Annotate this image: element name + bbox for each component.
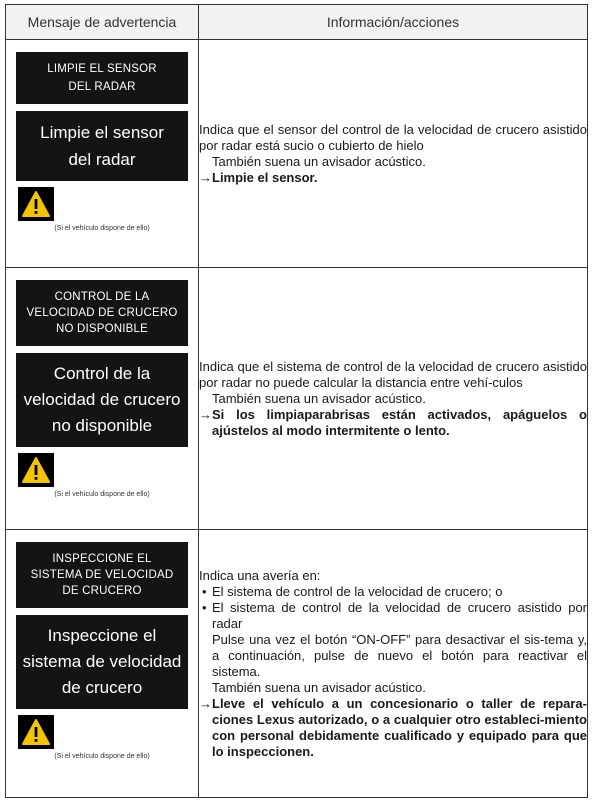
list-item bbox=[199, 584, 587, 600]
arrow-icon: → bbox=[199, 695, 212, 711]
action-text: Si los limpiaparabrisas están activados, apáguelos o ajústelos al modo intermitente o lento. bbox=[212, 406, 587, 438]
table-header-row bbox=[6, 5, 588, 40]
sound-text: También suena un avisador acústico. bbox=[212, 679, 426, 695]
warning-message-table bbox=[5, 4, 588, 798]
arrow-icon: → bbox=[199, 406, 212, 422]
table-row bbox=[6, 268, 588, 530]
action-line bbox=[199, 696, 587, 760]
action-line bbox=[199, 407, 587, 439]
availability-note: (Si el vehículo dispone de ello) bbox=[54, 225, 150, 232]
list-item bbox=[199, 600, 587, 632]
info-text: Indica una avería en: bbox=[199, 567, 321, 583]
display-line: INSPECCIONE EL bbox=[52, 553, 152, 565]
display-small-message bbox=[16, 52, 188, 104]
action-text: Limpie el sensor. bbox=[212, 169, 318, 185]
display-line: SISTEMA DE VELOCIDAD bbox=[30, 569, 174, 581]
info-actions-cell bbox=[199, 530, 588, 798]
action-text: Lleve el vehículo a un concesionario o taller de repara-ciones Lexus autorizado, o a cualquier otro estableci-miento con personal debidamente cualificado y equipado para que lo inspeccionen. bbox=[212, 695, 587, 759]
table-row bbox=[6, 530, 588, 798]
warning-triangle-icon bbox=[18, 715, 54, 749]
display-line: DEL RADAR bbox=[68, 81, 136, 93]
display-line: velocidad de crucero bbox=[23, 390, 181, 409]
warning-triangle-icon bbox=[18, 453, 54, 487]
display-large-message bbox=[16, 615, 188, 709]
bullet-icon: • bbox=[202, 583, 207, 599]
instruction-text: Pulse una vez el botón “ON-OFF” para desactivar el sis-tema y, a continuación, pulse de nuevo el botón para reactivar el sistema. bbox=[212, 631, 587, 679]
sound-text: También suena un avisador acústico. bbox=[212, 153, 426, 169]
display-line: NO DISPONIBLE bbox=[55, 323, 149, 335]
header-warning-message: Mensaje de advertencia bbox=[6, 5, 199, 40]
display-large-message bbox=[16, 111, 188, 181]
info-actions-cell bbox=[199, 268, 588, 530]
availability-note: (Si el vehículo dispone de ello) bbox=[54, 491, 150, 498]
display-line: VELOCIDAD DE CRUCERO bbox=[26, 307, 178, 319]
display-line: de crucero bbox=[61, 678, 143, 697]
display-small-message bbox=[16, 280, 188, 346]
warning-message-cell bbox=[6, 40, 199, 268]
warning-triangle-icon bbox=[18, 187, 54, 221]
display-large-message bbox=[16, 353, 188, 447]
action-line bbox=[199, 170, 587, 186]
warning-message-cell bbox=[6, 530, 199, 798]
display-line: no disponible bbox=[51, 416, 153, 435]
display-line: DE CRUCERO bbox=[62, 585, 142, 597]
warning-message-cell bbox=[6, 268, 199, 530]
availability-note: (Si el vehículo dispone de ello) bbox=[54, 753, 150, 760]
display-line: del radar bbox=[68, 150, 136, 169]
display-line: sistema de velocidad bbox=[22, 652, 182, 671]
bullet-text: El sistema de control de la velocidad de crucero asistido por radar bbox=[212, 599, 587, 631]
bullet-text: El sistema de control de la velocidad de crucero; o bbox=[212, 583, 503, 599]
display-line: LIMPIE EL SENSOR bbox=[47, 63, 157, 75]
display-line: Control de la bbox=[53, 364, 151, 383]
display-line: Inspeccione el bbox=[47, 626, 157, 645]
bullet-icon: • bbox=[202, 599, 207, 615]
display-line: CONTROL DE LA bbox=[54, 291, 150, 303]
info-text: Indica que el sensor del control de la velocidad de crucero asistido por radar está sucio o cubierto de hielo bbox=[199, 121, 587, 153]
sound-text: También suena un avisador acústico. bbox=[212, 390, 426, 406]
header-info-actions: Información/acciones bbox=[199, 5, 588, 40]
info-text: Indica que el sistema de control de la velocidad de crucero asistido por radar no puede calcular la distancia entre vehí-culos bbox=[199, 358, 587, 390]
info-actions-cell bbox=[199, 40, 588, 268]
display-line: Limpie el sensor bbox=[40, 123, 164, 142]
arrow-icon: → bbox=[199, 169, 212, 185]
table-row bbox=[6, 40, 588, 268]
display-small-message bbox=[16, 542, 188, 608]
